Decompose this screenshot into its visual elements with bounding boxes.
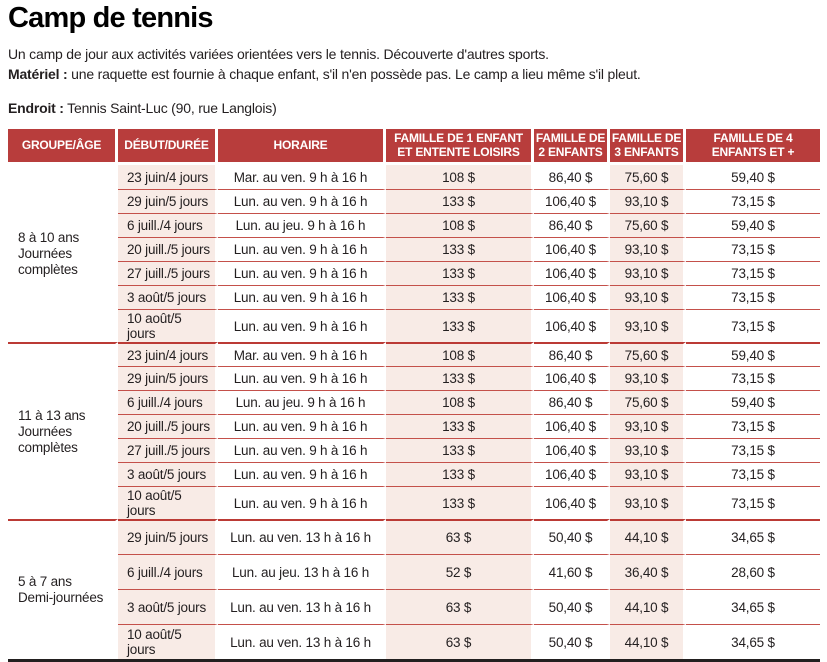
debut-cell: 3 août/5 jours xyxy=(118,462,218,486)
horaire-cell: Lun. au ven. 9 h à 16 h xyxy=(218,414,386,438)
column-header-groupe xyxy=(8,129,118,165)
schedule-row xyxy=(8,189,820,213)
prix4-cell: 73,15 $ xyxy=(686,486,820,519)
column-header-famille3 xyxy=(610,129,686,165)
prix4-cell: 34,65 $ xyxy=(686,624,820,659)
prix1-cell: 133 $ xyxy=(386,438,534,462)
prix3-cell: 93,10 $ xyxy=(610,189,686,213)
prix2-cell: 86,40 $ xyxy=(534,342,610,366)
prix2-cell: 50,40 $ xyxy=(534,589,610,624)
prix1-cell: 108 $ xyxy=(386,342,534,366)
horaire-cell: Lun. au jeu. 9 h à 16 h xyxy=(218,213,386,237)
schedule-row xyxy=(8,624,820,659)
prix4-cell: 73,15 $ xyxy=(686,285,820,309)
horaire-cell: Lun. au ven. 9 h à 16 h xyxy=(218,309,386,342)
intro-paragraph xyxy=(8,44,820,84)
schedule-row xyxy=(8,366,820,390)
debut-cell: 3 août/5 jours xyxy=(118,285,218,309)
prix1-cell: 133 $ xyxy=(386,486,534,519)
group-label-line: complètes xyxy=(18,439,78,455)
prix3-cell: 93,10 $ xyxy=(610,285,686,309)
prix1-cell: 52 $ xyxy=(386,554,534,589)
debut-cell: 6 juill./4 jours xyxy=(118,213,218,237)
prix3-cell: 93,10 $ xyxy=(610,366,686,390)
schedule-row xyxy=(8,519,820,554)
debut-cell: 6 juill./4 jours xyxy=(118,390,218,414)
prix4-cell: 73,15 $ xyxy=(686,366,820,390)
schedule-row xyxy=(8,165,820,189)
group-label-cell xyxy=(8,165,118,342)
column-header-line: GROUPE/ÂGE xyxy=(21,137,102,152)
prix2-cell: 106,40 $ xyxy=(534,237,610,261)
prix4-cell: 73,15 $ xyxy=(686,189,820,213)
horaire-cell: Lun. au ven. 9 h à 16 h xyxy=(218,237,386,261)
endroit-line xyxy=(8,100,820,116)
column-header-famille1 xyxy=(386,129,534,165)
materiel-label: Matériel : xyxy=(8,66,68,82)
schedule-row xyxy=(8,285,820,309)
endroit-label: Endroit : xyxy=(8,100,64,116)
prix4-cell: 59,40 $ xyxy=(686,390,820,414)
table-header-row xyxy=(8,129,820,165)
debut-cell: 23 juin/4 jours xyxy=(118,165,218,189)
prix3-cell: 93,10 $ xyxy=(610,261,686,285)
horaire-cell: Lun. au ven. 9 h à 16 h xyxy=(218,189,386,213)
prix1-cell: 133 $ xyxy=(386,285,534,309)
column-header-famille4 xyxy=(686,129,820,165)
schedule-row xyxy=(8,309,820,342)
group-label-line: Demi-journées xyxy=(18,590,104,605)
group-label-line: Journées xyxy=(18,423,72,439)
prix3-cell: 93,10 $ xyxy=(610,237,686,261)
prix1-cell: 133 $ xyxy=(386,366,534,390)
horaire-cell: Mar. au ven. 9 h à 16 h xyxy=(218,165,386,189)
group-label-cell xyxy=(8,519,118,659)
prix4-cell: 73,15 $ xyxy=(686,261,820,285)
prix3-cell: 93,10 $ xyxy=(610,438,686,462)
debut-cell: 10 août/5 jours xyxy=(118,624,218,659)
prix2-cell: 41,60 $ xyxy=(534,554,610,589)
prix2-cell: 106,40 $ xyxy=(534,486,610,519)
prix3-cell: 75,60 $ xyxy=(610,165,686,189)
horaire-cell: Mar. au ven. 9 h à 16 h xyxy=(218,342,386,366)
schedule-row xyxy=(8,438,820,462)
group-label-line: 5 à 7 ans xyxy=(18,574,72,589)
horaire-cell: Lun. au ven. 9 h à 16 h xyxy=(218,462,386,486)
column-header-line: FAMILLE DE xyxy=(535,131,606,145)
debut-cell: 23 juin/4 jours xyxy=(118,342,218,366)
horaire-cell: Lun. au ven. 9 h à 16 h xyxy=(218,261,386,285)
prix1-cell: 108 $ xyxy=(386,165,534,189)
column-header-line: FAMILLE DE 1 ENFANT xyxy=(394,131,523,145)
horaire-cell: Lun. au ven. 9 h à 16 h xyxy=(218,285,386,309)
column-header-horaire xyxy=(218,129,386,165)
prix2-cell: 106,40 $ xyxy=(534,261,610,285)
debut-cell: 29 juin/5 jours xyxy=(118,366,218,390)
prix1-cell: 63 $ xyxy=(386,589,534,624)
prix2-cell: 106,40 $ xyxy=(534,285,610,309)
schedule-row xyxy=(8,462,820,486)
prix4-cell: 59,40 $ xyxy=(731,169,775,185)
group-label-cell xyxy=(8,342,118,519)
schedule-row xyxy=(8,261,820,285)
column-header-line: FAMILLE DE xyxy=(611,131,682,145)
prix4-cell: 34,65 $ xyxy=(686,519,820,554)
page-title: Camp de tennis xyxy=(8,2,213,34)
prix3-cell: 75,60 $ xyxy=(610,213,686,237)
prix1-cell: 108 $ xyxy=(386,390,534,414)
prix2-cell: 106,40 $ xyxy=(534,438,610,462)
debut-cell: 3 août/5 jours xyxy=(118,589,218,624)
group-label-line: 11 à 13 ans xyxy=(18,407,86,423)
column-header-debut xyxy=(118,129,218,165)
pricing-table xyxy=(8,129,820,662)
schedule-row xyxy=(8,342,820,366)
prix1-cell: 133 $ xyxy=(386,414,534,438)
schedule-row xyxy=(8,486,820,519)
prix4-cell: 73,15 $ xyxy=(686,414,820,438)
prix1-cell: 133 $ xyxy=(386,261,534,285)
debut-cell: 6 juill./4 jours xyxy=(118,554,218,589)
prix2-cell: 86,40 $ xyxy=(534,213,610,237)
prix1-cell: 133 $ xyxy=(386,309,534,342)
column-header-line: ENFANTS ET + xyxy=(711,144,795,159)
column-header-line: 2 ENFANTS xyxy=(538,144,603,159)
prix2-cell: 86,40 $ xyxy=(534,390,610,414)
horaire-cell: Lun. au jeu. 13 h à 16 h xyxy=(218,554,386,589)
endroit-text: Tennis Saint-Luc (90, rue Langlois) xyxy=(63,100,277,116)
prix4-cell: 59,40 $ xyxy=(686,342,820,366)
column-header-line: ET ENTENTE LOISIRS xyxy=(397,144,520,159)
debut-cell: 29 juin/5 jours xyxy=(118,519,218,554)
prix1-cell: 133 $ xyxy=(386,462,534,486)
description-text: Un camp de jour aux activités variées orientées vers le tennis. Découverte d'autres sports. xyxy=(8,46,549,62)
prix2-cell: 50,40 $ xyxy=(534,519,610,554)
schedule-row xyxy=(8,554,820,589)
prix3-cell: 44,10 $ xyxy=(610,589,686,624)
horaire-cell: Lun. au ven. 9 h à 16 h xyxy=(218,366,386,390)
horaire-cell: Lun. au ven. 9 h à 16 h xyxy=(218,438,386,462)
prix1-cell: 133 $ xyxy=(386,189,534,213)
materiel-text: une raquette est fournie à chaque enfant, s'il n'en possède pas. Le camp a lieu même s'il pleut. xyxy=(67,66,641,82)
debut-cell: 20 juill./5 jours xyxy=(118,237,218,261)
debut-cell: 10 août/5 jours xyxy=(118,486,218,519)
schedule-row xyxy=(8,213,820,237)
debut-cell: 27 juill./5 jours xyxy=(118,438,218,462)
schedule-row xyxy=(8,237,820,261)
horaire-cell: Lun. au ven. 13 h à 16 h xyxy=(218,624,386,659)
column-header-line: 3 ENFANTS xyxy=(614,144,679,159)
prix4-cell: 34,65 $ xyxy=(686,589,820,624)
prix1-cell: 108 $ xyxy=(386,213,534,237)
prix3-cell: 93,10 $ xyxy=(610,462,686,486)
group-label-line: complètes xyxy=(18,261,78,277)
horaire-cell: Lun. au jeu. 9 h à 16 h xyxy=(218,390,386,414)
schedule-row xyxy=(8,589,820,624)
prix1-cell: 63 $ xyxy=(386,519,534,554)
prix2-cell: 86,40 $ xyxy=(534,165,610,189)
prix1-cell: 133 $ xyxy=(386,237,534,261)
prix4-cell: 28,60 $ xyxy=(686,554,820,589)
prix3-cell: 93,10 $ xyxy=(610,486,686,519)
group-label-line: 8 à 10 ans xyxy=(18,229,80,245)
debut-cell: 20 juill./5 jours xyxy=(118,414,218,438)
prix2-cell: 106,40 $ xyxy=(534,462,610,486)
debut-cell: 29 juin/5 jours xyxy=(118,189,218,213)
horaire-cell: Lun. au ven. 13 h à 16 h xyxy=(218,519,386,554)
prix4-cell: 73,15 $ xyxy=(686,462,820,486)
prix2-cell: 106,40 $ xyxy=(534,309,610,342)
prix4-cell: 73,15 $ xyxy=(686,237,820,261)
prix2-cell: 106,40 $ xyxy=(534,189,610,213)
column-header-famille2 xyxy=(534,129,610,165)
prix3-cell: 44,10 $ xyxy=(610,624,686,659)
horaire-cell: Lun. au ven. 13 h à 16 h xyxy=(218,589,386,624)
debut-cell: 10 août/5 jours xyxy=(118,309,218,342)
prix2-cell: 106,40 $ xyxy=(534,414,610,438)
prix4-cell: 73,15 $ xyxy=(686,438,820,462)
column-header-line: DÉBUT/DURÉE xyxy=(124,137,209,152)
prix4-cell: 73,15 $ xyxy=(686,309,820,342)
prix3-cell: 44,10 $ xyxy=(610,519,686,554)
horaire-cell: Lun. au ven. 9 h à 16 h xyxy=(218,486,386,519)
column-header-line: HORAIRE xyxy=(273,137,328,152)
schedule-row xyxy=(8,390,820,414)
prix3-cell: 36,40 $ xyxy=(610,554,686,589)
prix4-cell: 59,40 $ xyxy=(686,213,820,237)
prix2-cell: 106,40 $ xyxy=(534,366,610,390)
schedule-row xyxy=(8,414,820,438)
column-header-line: FAMILLE DE 4 xyxy=(713,131,793,145)
prix3-cell: 93,10 $ xyxy=(610,309,686,342)
prix1-cell: 63 $ xyxy=(386,624,534,659)
prix2-cell: 50,40 $ xyxy=(534,624,610,659)
prix3-cell: 93,10 $ xyxy=(610,414,686,438)
group-label-line: Journées xyxy=(18,245,72,261)
prix3-cell: 75,60 $ xyxy=(610,390,686,414)
prix3-cell: 75,60 $ xyxy=(610,342,686,366)
debut-cell: 27 juill./5 jours xyxy=(118,261,218,285)
